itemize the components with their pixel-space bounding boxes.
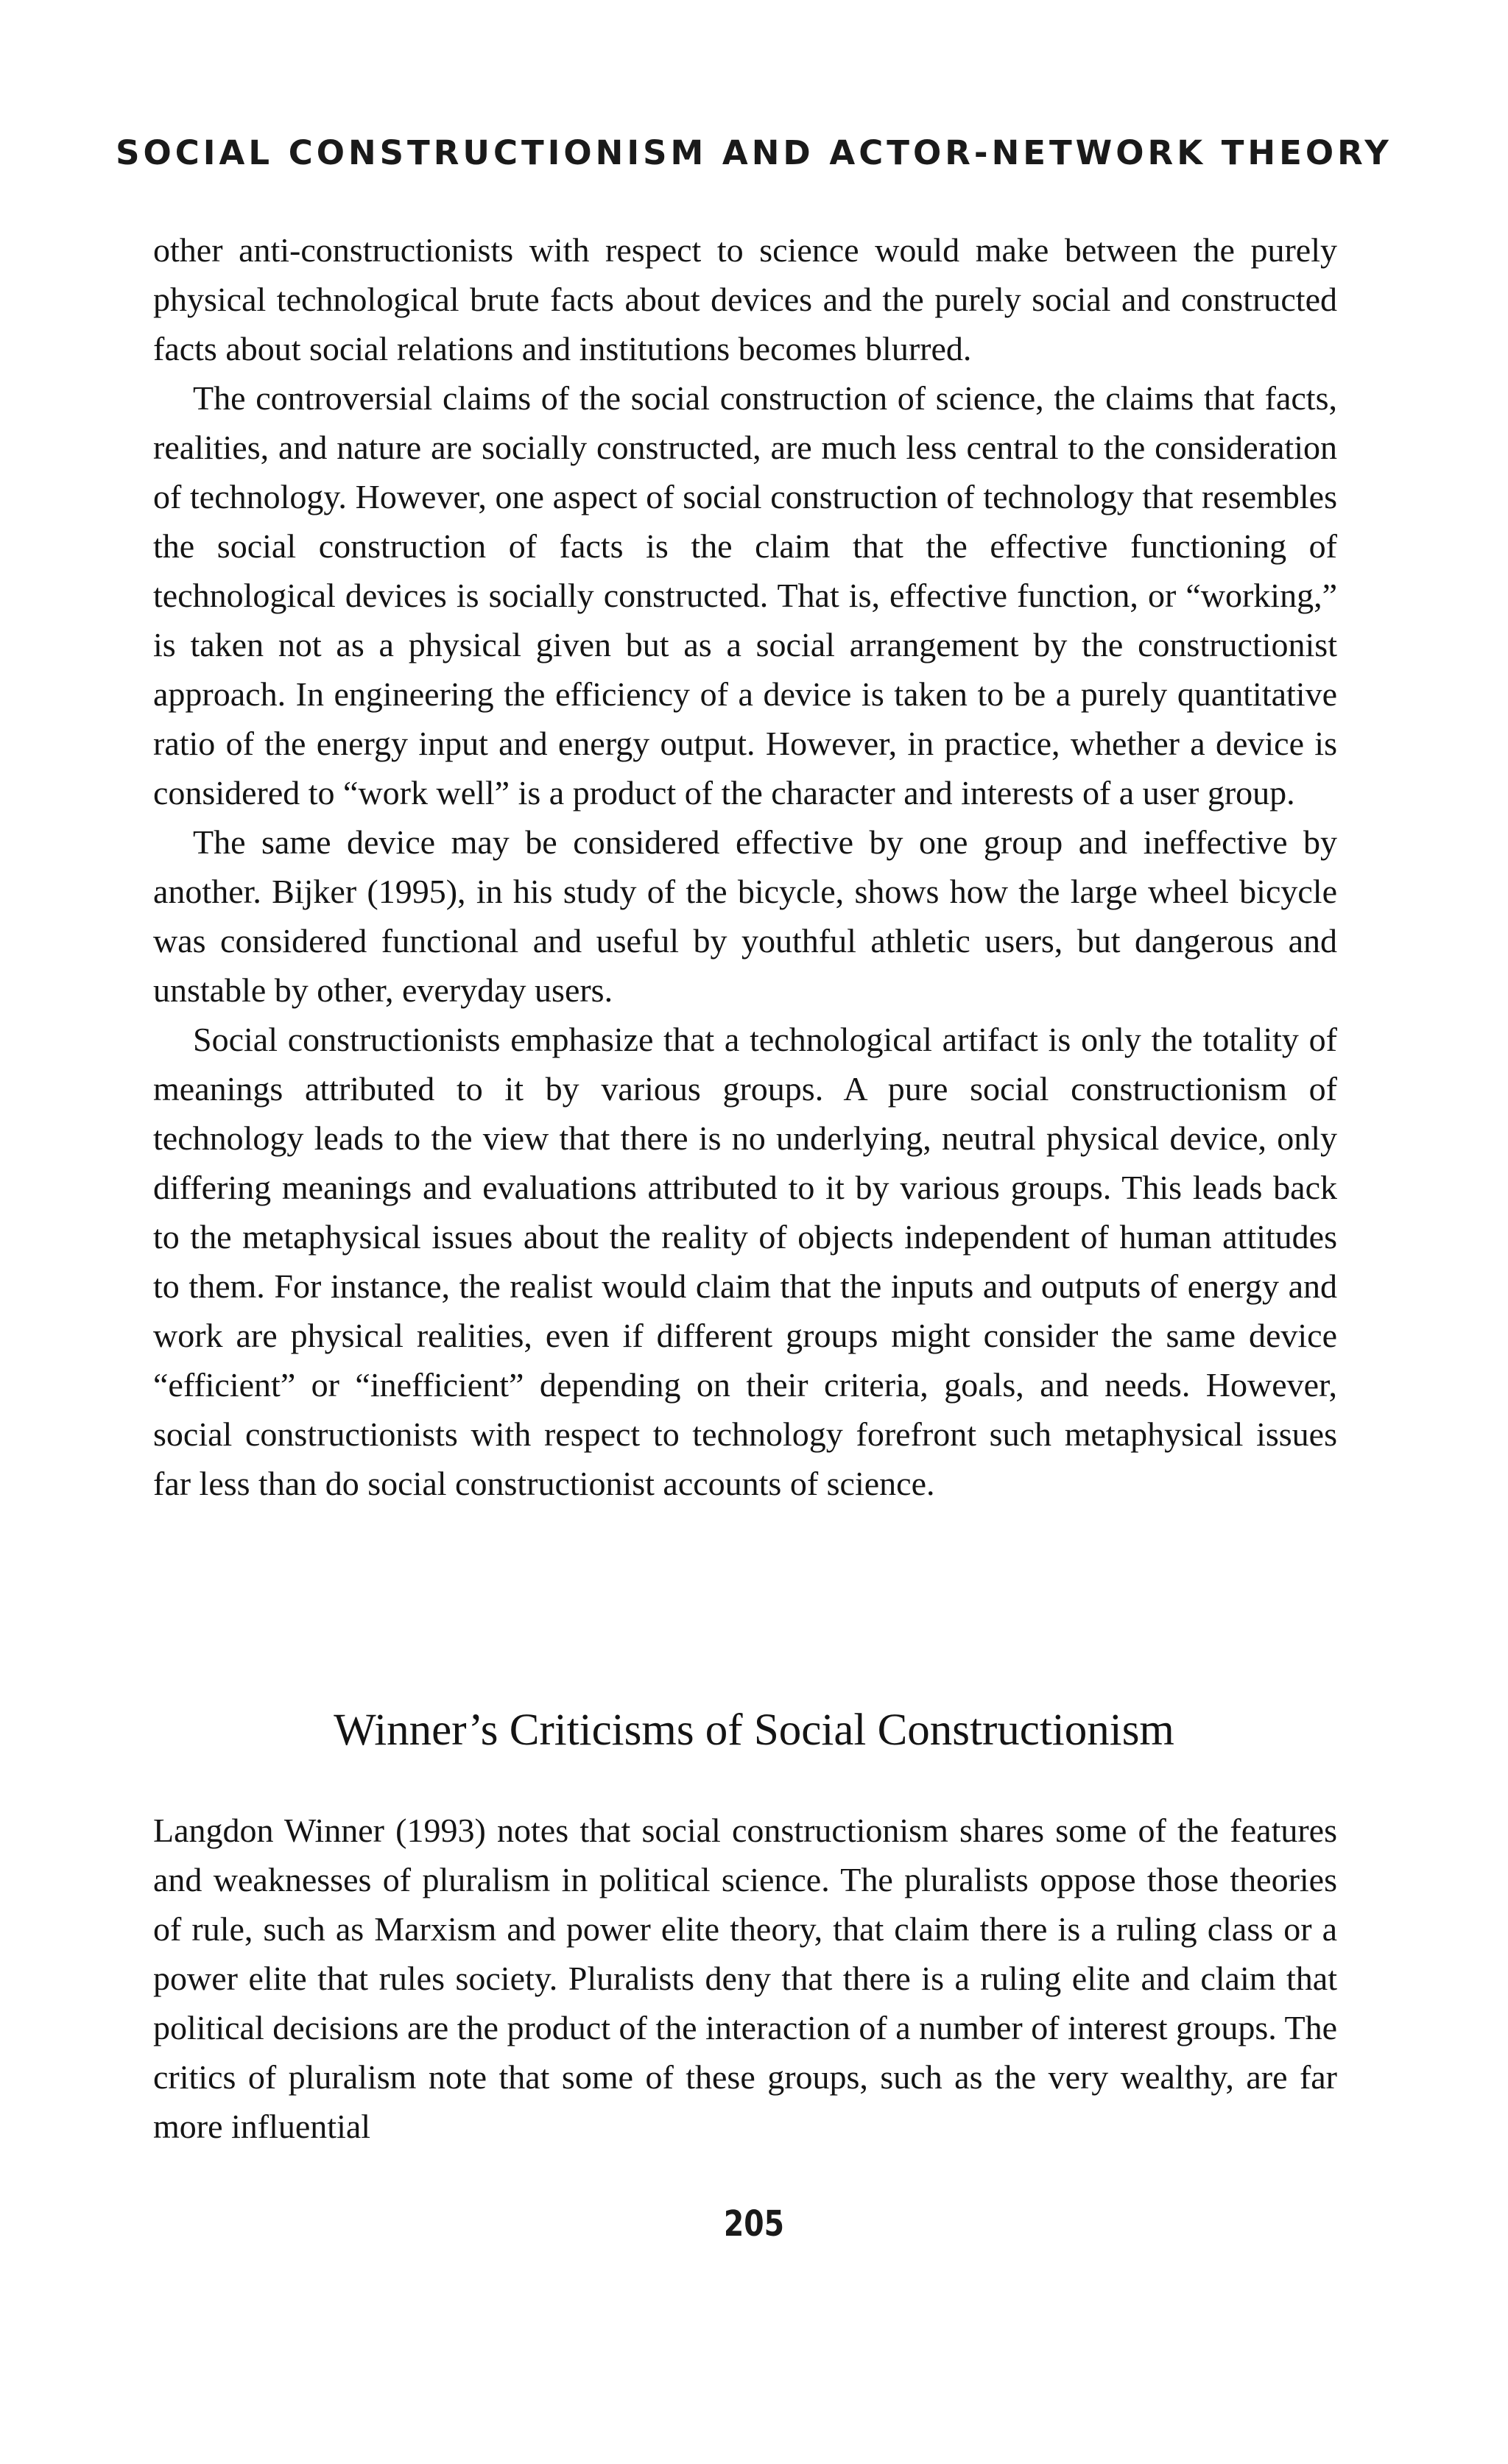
section-body-text: [153, 1806, 1337, 2151]
paragraph: The same device may be considered effective by one group and ineffective by another. Bijker (1995), in his study of the bicycle, shows how the large wheel bicycle was considered functional and useful by youthful athletic users, but dangerous and unstable by other, everyday users.: [153, 823, 1337, 1009]
paragraph: Social constructionists emphasize that a technological artifact is only the totality of meanings attributed to it by various groups. A pure social constructionism of technology leads to the view that there is no underlying, neutral physical device, only differing meanings and evaluations attributed to it by various groups. This leads back to the metaphysical issues about the reality of objects independent of human attitudes to them. For instance, the realist would claim that the inputs and outputs of energy and work are physical realities, even if different groups might consider the same device “efficient” or “inefficient” depending on their criteria, goals, and needs. However, social constructionists with respect to technology forefront such metaphysical issues far less than do social constructionist accounts of science.: [153, 1021, 1337, 1502]
section-heading: Winner’s Criticisms of Social Constructionism: [334, 1706, 1174, 1755]
page-number: 205: [723, 2203, 785, 2245]
running-head: SOCIAL CONSTRUCTIONISM AND ACTOR-NETWORK THEORY: [116, 133, 1392, 172]
body-text-block: [153, 225, 1337, 1508]
paragraph: Langdon Winner (1993) notes that social constructionism shares some of the features and weaknesses of pluralism in political science. The pluralists oppose those theories of rule, such as Marxism and power elite theory, that claim there is a ruling class or a power elite that rules society. Pluralists deny that there is a ruling elite and claim that political decisions are the product of the interaction of a number of interest groups. The critics of pluralism note that some of these groups, such as the very wealthy, are far more influential: [153, 1812, 1337, 2145]
paragraph: The controversial claims of the social construction of science, the claims that facts, realities, and nature are socially constructed, are much less central to the consideration of technology. However, one aspect of social construction of technology that resembles the social construction of facts is the claim that the effective functioning of technological devices is socially constructed. That is, effective function, or “working,” is taken not as a physical given but as a social arrangement by the constructionist approach. In engineering the efficiency of a device is taken to be a purely quantitative ratio of the energy input and energy output. However, in practice, whether a device is considered to “work well” is a product of the character and interests of a user group.: [153, 379, 1337, 812]
paragraph-continued: other anti-constructionists with respect to science would make between the purely physical technological brute facts about devices and the purely social and constructed facts about social relations and institutions becomes blurred.: [153, 231, 1337, 367]
